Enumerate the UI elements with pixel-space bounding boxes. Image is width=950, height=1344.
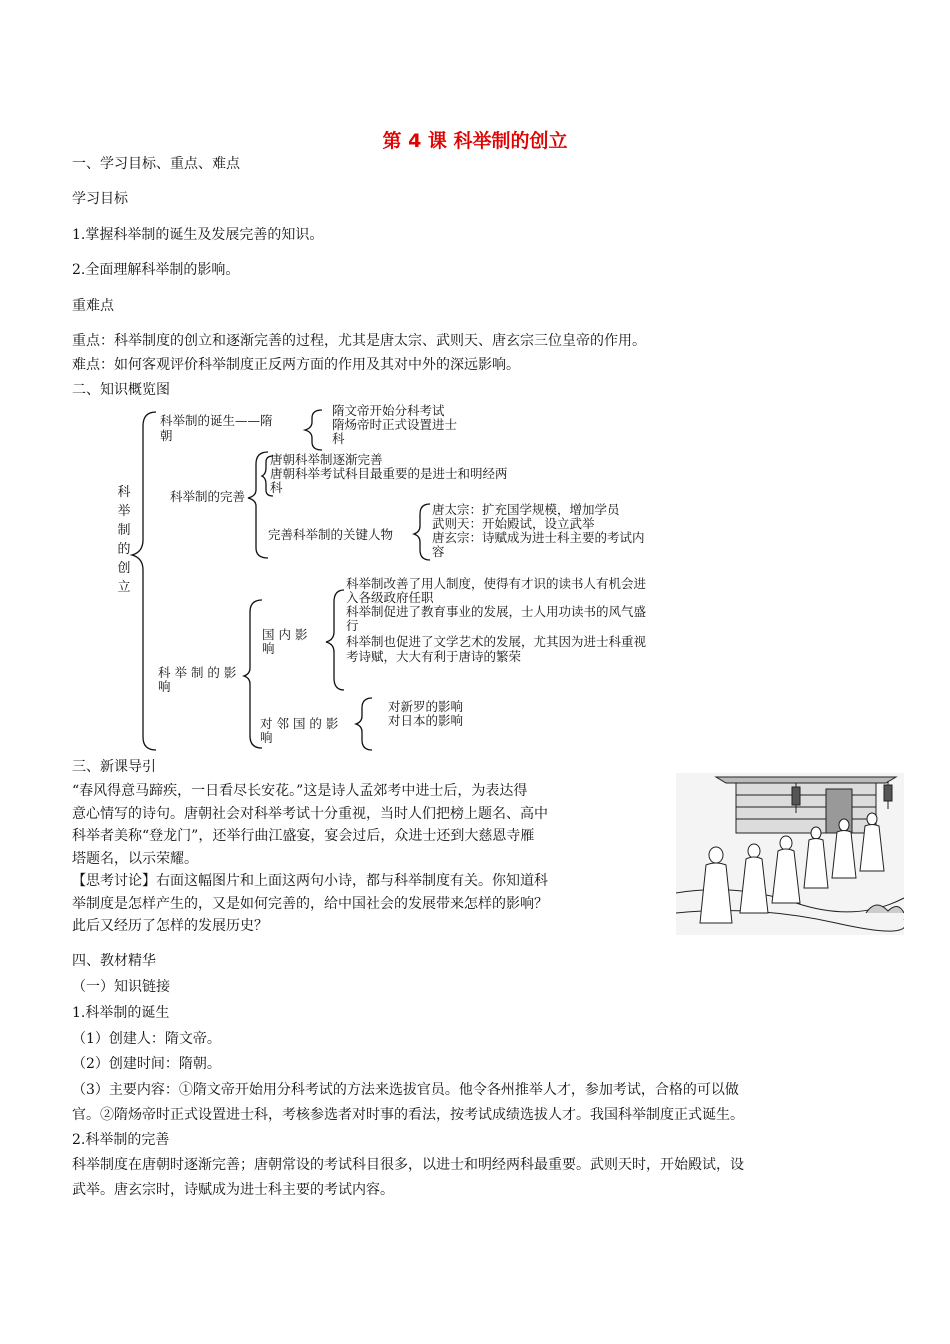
birth-item-3: 科 (332, 431, 345, 446)
root-char-6: 立 (117, 580, 131, 595)
goal-1: 1.掌握科举制的诞生及发展完善的知识。 (72, 227, 324, 243)
domestic-item-6: 考诗赋，大大有利于唐诗的繁荣 (346, 649, 522, 664)
section-heading-4: 四、教材精华 (72, 953, 156, 969)
key-people-label: 完善科举制的关键人物 (268, 527, 394, 542)
point-2-title: 2.科举制的完善 (72, 1132, 170, 1148)
goals-label: 学习目标 (72, 191, 128, 207)
root-char-5: 创 (117, 561, 131, 576)
branch-impact-label-2: 响 (158, 679, 171, 694)
domestic-item-2: 入各级政府任职 (346, 590, 434, 605)
neighbor-item-2: 对日本的影响 (388, 713, 464, 728)
perfect-item-3: 科 (270, 480, 283, 495)
domestic-item-5: 科举制也促进了文学艺术的发展，尤其因为进士科重视 (346, 634, 647, 649)
people-item-4: 容 (432, 544, 445, 559)
point-2-line-2: 武举。唐玄宗时，诗赋成为进士科主要的考试内容。 (72, 1182, 394, 1198)
domestic-item-3: 科举制促进了教育事业的发展，士人用功读书的风气盛 (346, 604, 647, 619)
section-heading-2: 二、知识概览图 (72, 382, 170, 398)
root-char-4: 的 (117, 542, 131, 557)
point-1-time: （2）创建时间：隋朝。 (72, 1056, 221, 1072)
intro-line-3: 科举者美称“登龙门”，还举行曲江盛宴，宴会过后，众进士还到大慈恩寺雁 (72, 828, 535, 844)
neighbor-impact-label-2: 响 (260, 730, 273, 745)
domestic-impact-label-2: 响 (262, 641, 275, 656)
people-item-1: 唐太宗：扩充国学规模，增加学员 (432, 502, 620, 517)
key-point: 重点：科举制度的创立和逐渐完善的过程，尤其是唐太宗、武则天、唐玄宗三位皇帝的作用。 (72, 333, 646, 349)
page-title: 第 4 课 科举制的创立 (382, 130, 568, 152)
difficult-point: 难点：如何客观评价科举制度正反两方面的作用及其对中外的深远影响。 (72, 357, 520, 373)
intro-line-1: “春风得意马蹄疾，一日看尽长安花。”这是诗人孟郊考中进士后，为表达得 (72, 783, 528, 799)
root-char-1: 科 (117, 485, 131, 500)
perfect-item-1: 唐朝科举制逐渐完善 (270, 452, 383, 467)
subsection-knowledge-links: （一）知识链接 (72, 979, 170, 995)
root-char-2: 举 (117, 504, 131, 519)
neighbor-impact-label: 对 邻 国 的 影 (260, 716, 339, 731)
point-1-content-2: 官。②隋炀帝时正式设置进士科，考核参选者对时事的看法，按考试成绩选拔人才。我国科举制度正式诞生。 (72, 1107, 744, 1123)
intro-paragraph (72, 780, 548, 938)
root-char-3: 制 (117, 523, 131, 538)
intro-line-2: 意心情写的诗句。唐朝社会对科举考试十分重视，当时人们把榜上题名、高中 (72, 805, 548, 822)
birth-item-2: 隋炀帝时正式设置进士 (332, 417, 458, 432)
people-item-2: 武则天：开始殿试，设立武举 (432, 516, 595, 531)
intro-line-6: 举制度是怎样产生的，又是如何完善的，给中国社会的发展带来怎样的影响？ (72, 895, 548, 912)
point-1-content-1: （3）主要内容：①隋文帝开始用分科考试的方法来选拔官员。他令各州推举人才，参加考试，合格的可以做 (72, 1082, 739, 1098)
branch-birth-label: 科举制的诞生——隋 (160, 413, 273, 428)
imperial-exam-procession-illustration (676, 773, 904, 935)
goal-2: 2.全面理解科举制的影响。 (72, 262, 240, 278)
branch-birth-label-2: 朝 (160, 428, 173, 443)
key-difficult-label: 重难点 (72, 298, 114, 314)
birth-item-1: 隋文帝开始分科考试 (332, 403, 445, 418)
branch-perfect-label: 科举制的完善 (170, 489, 246, 504)
section-heading-3: 三、新课导引 (72, 759, 156, 775)
people-item-3: 唐玄宗：诗赋成为进士科主要的考试内 (432, 530, 645, 545)
diagram-root-label (116, 483, 132, 597)
point-2-line-1: 科举制度在唐朝时逐渐完善；唐朝常设的考试科目很多，以进士和明经两科最重要。武则天时，开始殿试，设 (72, 1157, 744, 1173)
domestic-impact-label: 国 内 影 (262, 627, 308, 642)
neighbor-item-1: 对新罗的影响 (388, 699, 464, 714)
intro-line-7: 此后又经历了怎样的发展历史？ (72, 918, 268, 934)
section-heading-1: 一、学习目标、重点、难点 (72, 156, 240, 172)
domestic-item-4: 行 (346, 618, 359, 633)
point-1-title: 1.科举制的诞生 (72, 1005, 170, 1021)
domestic-item-1: 科举制改善了用人制度，使得有才识的读书人有机会进 (346, 576, 647, 591)
intro-line-5: 【思考讨论】右面这幅图片和上面这两句小诗，都与科举制度有关。你知道科 (72, 873, 548, 889)
perfect-item-2: 唐朝科举考试科目最重要的是进士和明经两 (270, 466, 508, 481)
branch-impact-label: 科 举 制 的 影 (158, 665, 237, 680)
point-1-founder: （1）创建人：隋文帝。 (72, 1031, 221, 1047)
intro-line-4: 塔题名，以示荣耀。 (72, 850, 198, 867)
